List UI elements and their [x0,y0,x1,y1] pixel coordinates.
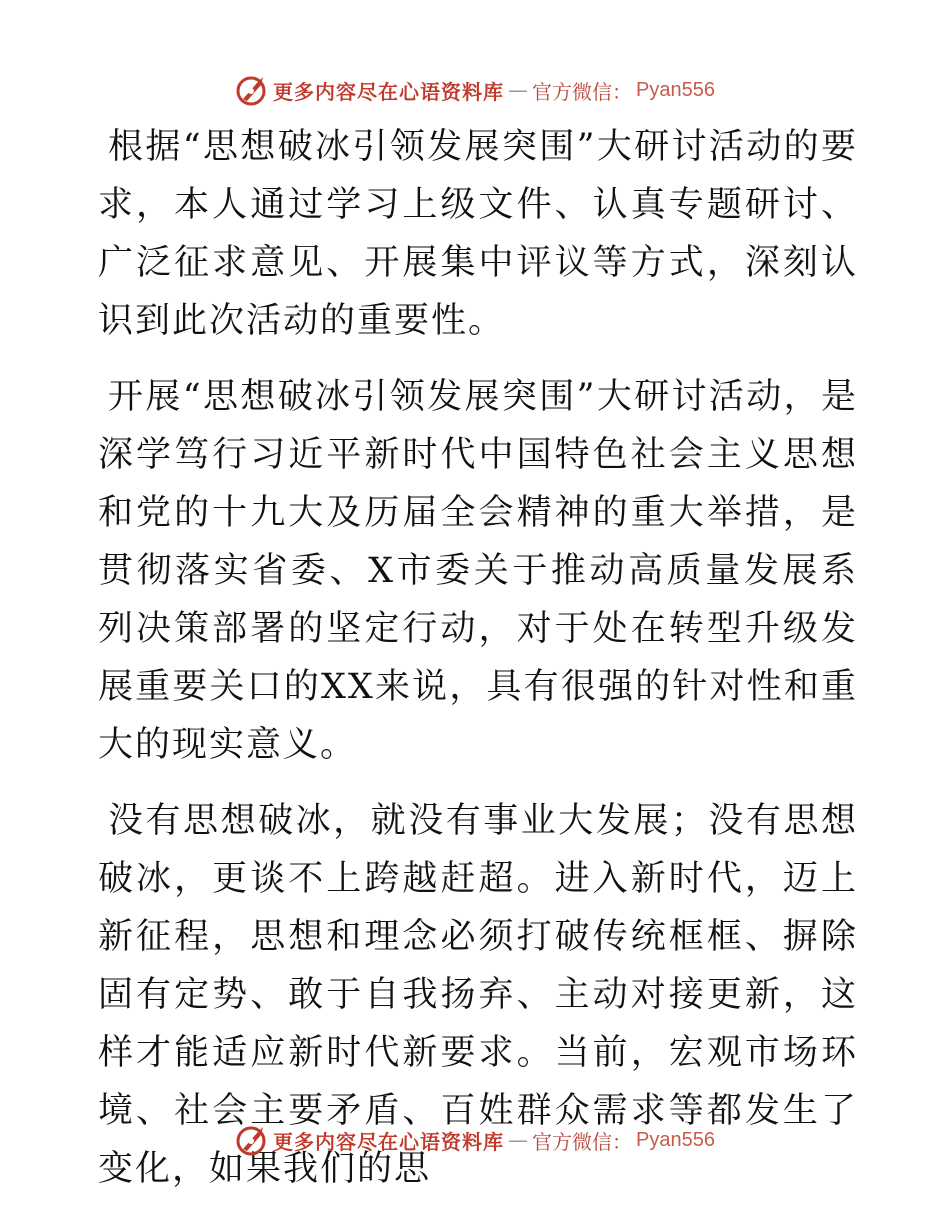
watermark-wechat-id: Pyan556 [636,78,715,101]
paragraph-2: 开展“思想破冰引领发展突围”大研讨活动，是深学笃行习近平新时代中国特色社会主义思想和党的十九大及历届全会精神的重大举措，是贯彻落实省委、X市委关于推动高质量发展系列决策部署的坚定行动，对于处在转型升级发展重要关口的XX来说，具有很强的针对性和重大的现实意义。 [98,377,858,765]
watermark-wechat-id: Pyan556 [636,1128,715,1151]
watermark-brand-text: 更多内容尽在心语资料库 [273,79,505,104]
watermark-separator: — [508,1128,529,1152]
watermark-brand-text: 更多内容尽在心语资料库 [273,1129,505,1154]
quill-logo-icon [235,1123,269,1157]
watermark-separator: — [508,78,529,102]
paragraph-3: 没有思想破冰，就没有事业大发展；没有思想破冰，更谈不上跨越赶超。进入新时代，迈上新征程，思想和理念必须打破传统框框、摒除固有定势、敢于自我扬弃、主动对接更新，这样才能适应新时代新要求。当前，宏观市场环境、社会主要矛盾、百姓群众需求等都发生了变化，如果我们的思 [98,801,858,1189]
document-body [98,118,858,1216]
watermark-wechat-label: 官方微信： [532,79,633,104]
watermark-wechat-label: 官方微信： [532,1129,633,1154]
quill-logo-icon [235,73,269,107]
paragraph-1: 根据“思想破冰引领发展突围”大研讨活动的要求，本人通过学习上级文件、认真专题研讨、广泛征求意见、开展集中评议等方式，深刻认识到此次活动的重要性。 [98,127,858,341]
footer-watermark [0,1120,950,1160]
header-watermark [0,70,950,110]
